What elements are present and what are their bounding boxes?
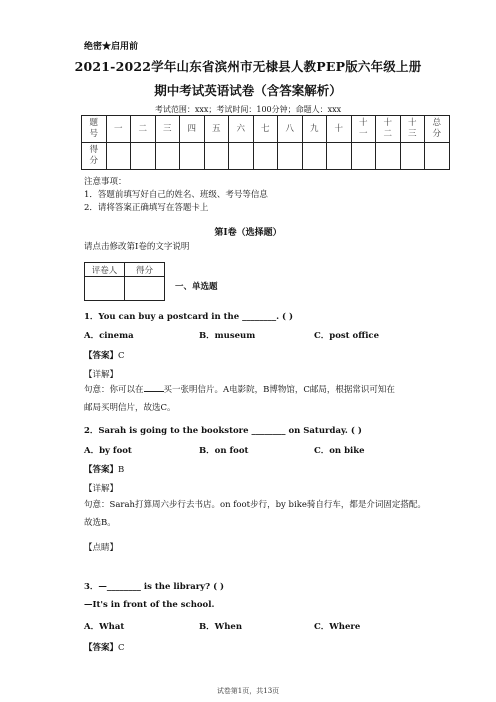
score-header-label: 总 分 <box>432 118 441 139</box>
note-item: 2．请将答案正确填写在答题卡上 <box>84 203 209 213</box>
score-table <box>81 115 450 170</box>
score-header-label: 十 一 <box>358 118 368 139</box>
score-input-cell[interactable] <box>400 143 425 170</box>
grader-input-cell[interactable] <box>85 277 125 301</box>
score-cell <box>425 116 450 143</box>
score-row-label: 得 分 <box>89 145 98 166</box>
score-cell: 七 <box>253 116 278 143</box>
exam-title-line2: 期中考试英语试卷（含答案解析） <box>154 83 342 98</box>
grader-table <box>84 262 165 301</box>
score-input-cell[interactable] <box>351 143 376 170</box>
score-label: 得分 <box>125 263 165 277</box>
score-cell: 八 <box>278 116 303 143</box>
explain-text-line2: 邮局买明信片，故选C。 <box>84 403 176 413</box>
grader-label: 评卷人 <box>85 263 125 277</box>
explain-text <box>84 382 395 399</box>
answer-label: 【答案】 <box>84 643 119 653</box>
option-a[interactable]: A．by foot <box>84 446 132 456</box>
score-cell: 一 <box>106 116 131 143</box>
score-cell: 二 <box>131 116 156 143</box>
score-input-cell[interactable] <box>131 143 156 170</box>
score-header-label: 十 三 <box>407 118 417 139</box>
exam-meta: 考试范围：xxx；考试时间：100分钟；命题人：xxx <box>154 105 342 114</box>
volume-title: 第I卷（选择题） <box>214 228 282 238</box>
explain-label: 【详解】 <box>84 484 119 494</box>
option-c[interactable]: C．on bike <box>314 446 365 456</box>
volume-hint: 请点击修改第I卷的文字说明 <box>84 242 190 252</box>
explain-text-line2: 故选B。 <box>84 518 116 528</box>
answer-label: 【答案】 <box>84 351 119 361</box>
score-cell: 五 <box>204 116 229 143</box>
point-label: 【点睛】 <box>84 543 119 553</box>
answer-value: C <box>118 351 125 361</box>
score-input-cell[interactable] <box>229 143 254 170</box>
score-input-cell[interactable] <box>106 143 131 170</box>
score-table-header-row <box>82 116 450 143</box>
question-stem: 3．—________ is the library? ( ) <box>84 582 225 592</box>
answer-line <box>84 463 124 475</box>
score-input-cell[interactable] <box>327 143 352 170</box>
question-stem: 1．You can buy a postcard in the ________. ( ) <box>84 312 294 322</box>
score-cell: 三 <box>155 116 180 143</box>
explain-text-pre: 句意：你可以在 <box>84 385 144 395</box>
score-cell: 四 <box>180 116 205 143</box>
score-cell <box>400 116 425 143</box>
score-header-label: 十 二 <box>383 118 392 139</box>
option-a[interactable]: A．cinema <box>84 331 134 341</box>
score-cell: 九 <box>302 116 327 143</box>
answer-value: B <box>118 465 125 475</box>
score-cell <box>351 116 376 143</box>
option-b[interactable]: B．When <box>199 622 242 632</box>
answer-line <box>84 349 125 361</box>
notes-title: 注意事项： <box>84 177 127 187</box>
question-stem: 2．Sarah is going to the bookstore ________ on Saturday. ( ) <box>84 426 362 436</box>
option-b[interactable]: B．on foot <box>199 446 249 456</box>
score-cell <box>82 143 107 170</box>
explain-text: 句意：Sarah打算周六步行去书店。on foot步行，by bike骑自行车，都是介词固定搭配。 <box>84 500 426 510</box>
score-cell <box>82 116 107 143</box>
explain-text-post: 买一张明信片。A电影院，B博物馆，C邮局，根据常识可知在 <box>163 385 395 395</box>
score-input-cell[interactable] <box>155 143 180 170</box>
score-input-cell[interactable] <box>425 143 450 170</box>
question-reply: —It's in front of the school. <box>84 600 215 610</box>
fill-blank <box>144 384 164 392</box>
option-b[interactable]: B．museum <box>199 331 256 341</box>
score-input-cell[interactable] <box>125 277 165 301</box>
score-input-cell[interactable] <box>278 143 303 170</box>
confidential-mark: 绝密★启用前 <box>84 42 139 52</box>
score-input-cell[interactable] <box>253 143 278 170</box>
answer-line <box>84 641 125 653</box>
answer-value: C <box>118 643 125 653</box>
option-a[interactable]: A．What <box>84 622 125 632</box>
note-item: 1．答题前填写好自己的姓名、班级、考号等信息 <box>84 190 268 200</box>
score-input-cell[interactable] <box>204 143 229 170</box>
option-c[interactable]: C．post office <box>314 331 380 341</box>
page-footer: 试卷第1页，共13页 <box>216 687 280 695</box>
answer-label: 【答案】 <box>84 465 119 475</box>
score-header-label: 题 号 <box>89 118 98 139</box>
score-input-cell[interactable] <box>376 143 401 170</box>
score-input-cell[interactable] <box>302 143 327 170</box>
score-cell: 六 <box>229 116 254 143</box>
score-table-score-row <box>82 143 450 170</box>
score-cell <box>376 116 401 143</box>
score-cell: 十 <box>327 116 352 143</box>
option-c[interactable]: C．Where <box>314 622 361 632</box>
score-input-cell[interactable] <box>180 143 205 170</box>
exam-title-line1: 2021-2022学年山东省滨州市无棣县人教PEP版六年级上册 <box>74 59 422 74</box>
explain-label: 【详解】 <box>84 370 119 380</box>
section-heading: 一、单选题 <box>175 282 218 292</box>
